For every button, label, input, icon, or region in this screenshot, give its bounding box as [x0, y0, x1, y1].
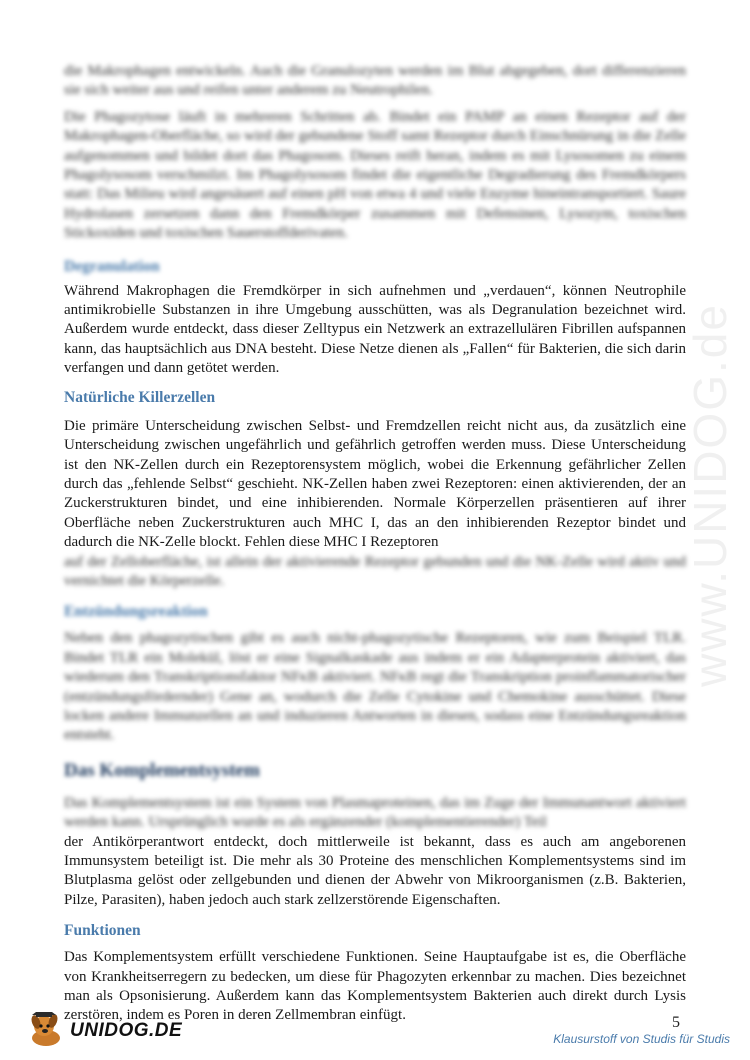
blurred-paragraph-intro-1: die Makrophagen entwickeln. Auch die Granulozyten werden im Blut abgegeben, dort differenzieren sie sich weiter aus und reifen unter anderem zu Neutrophilen. [64, 63, 686, 99]
watermark-text: www.UNIDOG.de [684, 303, 736, 687]
paragraph-nk-cells: Die primäre Unterscheidung zwischen Selbst- und Fremdzellen reicht nicht aus, da zusätzlich eine Unterscheidung zwischen ungefährlich und gefährlich getroffen werden muss. Diese Unterscheidung ist den NK-Zellen durch ein Rezeptorensystem möglich, wobei die Erkennung gefährlicher Zellen durch das „fehlende Selbst“ geschieht. NK-Zellen haben zwei Rezeptoren: einen aktivierenden, der an Zuckerstrukturen bindet, und eine inhibierenden. Normale Körperzellen präsentieren auf ihrer Oberfläche neben Zuckerstrukturen auch MHC I, das an den inhibierenden Rezeptor bindet und dadurch die NK-Zelle blockt. Fehlen diese MHC I Rezeptoren [64, 417, 686, 551]
footer-slogan: Klausurstoff von Studis für Studis [553, 1032, 730, 1046]
paragraph-degranulation: Während Makrophagen die Fremdkörper in sich aufnehmen und „verdauen“, können Neutrophile antimikrobielle Substanzen in ihre Umgebung ausschütten, was als Degranulation bezeichnet wird. Außerdem wurde entdeckt, dass dieser Zelltypus ein Netzwerk an extrazellulären Fibrillen aufspannen kann, das hauptsächlich aus DNA besteht. Diese Netze dienen als „Fallen“ für Bakterien, die sich darin verfangen und dann getötet werden. [64, 282, 686, 377]
blurred-paragraph-complement-start: Das Komplementsystem ist ein System von Plasmaproteinen, das im Zuge der Immunantwort aktiviert werden kann. Ursprünglich wurde es als ergänzender (komplementierender) Teil [64, 794, 686, 831]
heading-inflammation: Entzündungsreaktion [64, 603, 208, 621]
blurred-paragraph-intro-2: Die Phagozytose läuft in mehreren Schritten ab. Bindet ein PAMP an einen Rezeptor auf der Makrophagen-Oberfläche, so wird der gebundene Stoff samt Rezeptor durch Einschnürung in die Zelle aufgenommen und bildet dort das Phagosom. Dieses reift heran, indem es mit Lysosomen zu einem Phagolysosom verschmilzt. Im Phagolysosom findet die eigentliche Degradierung des Fremdkörpers statt: Das Milieu wird angesäuert auf einen pH von etwa 4 und viele Enzyme hineintransportiert. Saure Hydrolasen zersetzen dann den Fremdkörper zusammen mit Defensinen, Lysozym, toxischen Stickoxiden und toxischen Sauerstoffderivaten. [64, 108, 686, 242]
dog-mascot-icon [24, 1010, 70, 1050]
heading-functions: Funktionen [64, 922, 141, 940]
blurred-paragraph-nk-end: auf der Zelloberfläche, ist allein der aktivierende Rezeptor gebunden und die NK-Zelle wird aktiv und vernichtet die Körperzelle. [64, 553, 686, 589]
unidog-logo [24, 1010, 184, 1050]
heading-nk-cells: Natürliche Killerzellen [64, 388, 216, 406]
paragraph-complement-system: der Antikörperantwort entdeckt, doch mittlerweile ist bekannt, dass es auch am angeborenen Immunsystem beteiligt ist. Die mehr als 30 Proteine des menschlichen Komplementsystems sind im Blutplasma gelöst oder zellgebunden und dienen der Abwehr von Mikroorganismen (z.B. Bakterien, Pilze, Parasiten), haben jedoch auch stark zellzerstörende Eigenschaften. [64, 833, 686, 908]
page-content [64, 62, 686, 1026]
logo-wordmark: UNIDOG.DE [70, 1020, 183, 1041]
page-number: 5 [672, 1014, 680, 1031]
blurred-paragraph-inflammation: Neben den phagozytischen gibt es auch nicht-phagozytische Rezeptoren, wie zum Beispiel TLR. Bindet TLR ein Molekül, löst er eine Signalkaskade aus indem er ein Adapterprotein aktiviert, das wiederum den Transkriptionsfaktor NFκB aktiviert. NFκB regt die Transkription proinflammatorischer (entzündungsfördernder) Gene an, wodurch die Zelle Cytokine und Chemokine ausschüttet. Diese locken andere Immunzellen an und induzieren Antworten in diesen, sodass eine Entzündungsreaktion entsteht. [64, 630, 686, 744]
heading-complement-system: Das Komplementsystem [64, 759, 260, 781]
heading-degranulation: Degranulation [64, 257, 160, 275]
paragraph-functions: Das Komplementsystem erfüllt verschiedene Funktionen. Seine Hauptaufgabe ist es, die Oberfläche von Krankheitserregern zu bedecken, um diese für Phagozyten erkennbar zu machen. Dies bezeichnet man als Opsonisierung. Außerdem kann das Komplementsystem Bakterien auch direkt durch Lysis zerstören, indem es Poren in deren Zellmembran einfügt. [64, 949, 686, 1024]
watermark [680, 260, 740, 730]
